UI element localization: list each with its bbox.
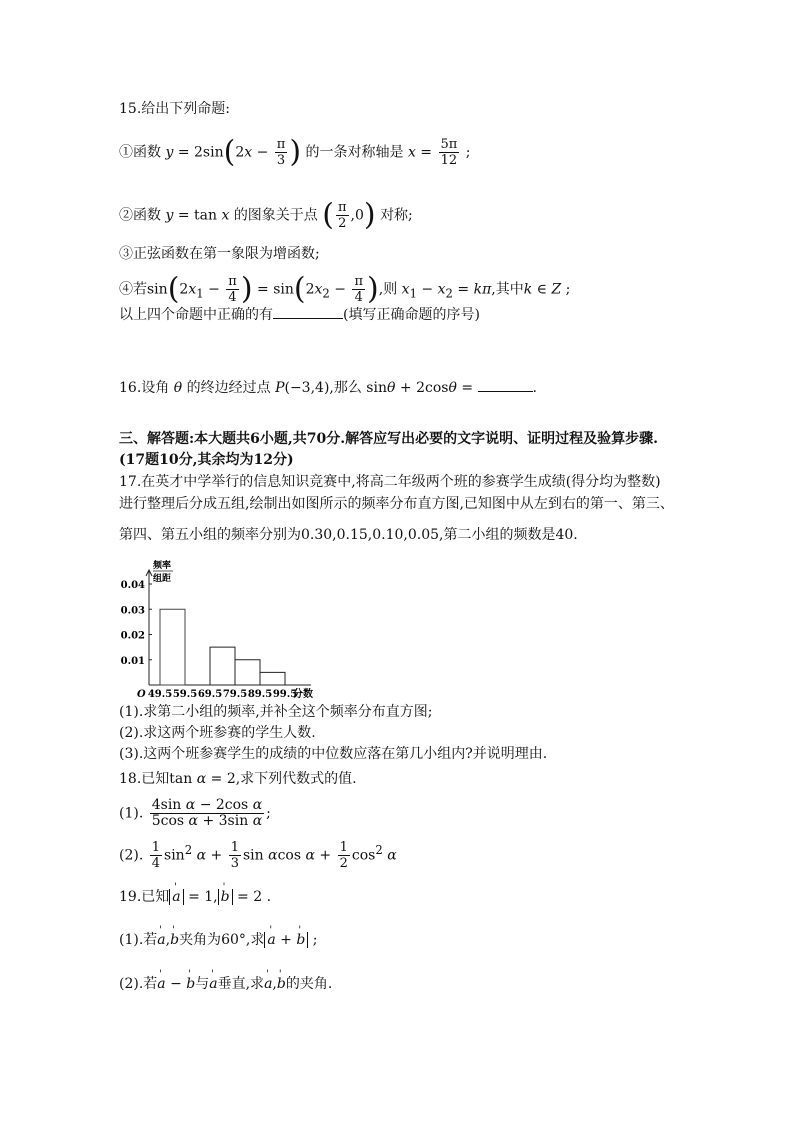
q19-title-prefix: 19.已知 bbox=[119, 889, 170, 905]
q18-sub1: (1). $\frac{\text{4sin α − 2cos α}}{\text{5cos α + 3sin α}}$ ; bbox=[119, 797, 271, 829]
q19-sub1-end: ; bbox=[312, 932, 318, 948]
q17-sub3: (3).这两个班参赛学生的成绩的中位数应落在第几小组内?并说明理由. bbox=[119, 746, 548, 762]
q15-item2-suffix: 对称; bbox=[380, 207, 413, 224]
q18-title-prefix: 18.已知 bbox=[119, 771, 170, 787]
q15-title: 15.给出下列命题: bbox=[119, 101, 230, 117]
q15-item1-suffix: ; bbox=[465, 144, 471, 161]
q15-conclusion-prefix: 以上四个命题中正确的有 bbox=[119, 307, 273, 323]
y-tick-label: 0.04 bbox=[120, 580, 145, 591]
q19-sub1: (1).若' a,' b夹角为60°,求' a + ' b ; bbox=[119, 931, 317, 949]
x-axis-label: 分数 bbox=[293, 689, 313, 700]
q17-line1: 17.在英才中学举行的信息知识竞赛中,将高二年级两个班的参赛学生成绩(得分均为整数) bbox=[119, 474, 661, 490]
answer-blank[interactable] bbox=[478, 391, 533, 392]
q17-line3: 第四、第五小组的频率分别为0.30,0.15,0.10,0.05,第二小组的频数是40. bbox=[119, 527, 578, 543]
q15-conclusion-suffix: (填写正确命题的序号) bbox=[343, 307, 480, 323]
x-tick-label: 59.5 bbox=[172, 689, 198, 700]
q18-title-suffix: ,求下列代数式的值. bbox=[235, 771, 357, 787]
q19-sub1-mid2: ,求 bbox=[245, 932, 265, 948]
q18-title: 18.已知tan α = 2,求下列代数式的值. bbox=[119, 771, 357, 787]
x-tick-label: 99.5 bbox=[272, 689, 298, 700]
q16-prefix: 16.设角 bbox=[119, 380, 170, 396]
q19-sub1-mid: 夹角为 bbox=[179, 932, 222, 948]
q15-item4-mid: ,则 bbox=[378, 281, 398, 298]
histogram-bar bbox=[210, 647, 235, 685]
q18-sub2: (2). $\frac{1}{4}$ $\sin^2 \alpha$ + $\frac{1}{3}$ sin αcos α + $\frac{1}{2}$ $\cos^2 \alpha$ bbox=[119, 840, 397, 871]
section3-subheading: (17题10分,其余均为12分) bbox=[119, 452, 294, 468]
y-tick-label: 0.01 bbox=[120, 655, 145, 667]
q15-item2-mid: 的图象关于点 bbox=[233, 207, 318, 224]
q15-conclusion bbox=[119, 306, 480, 324]
q19-sub1-label: (1).若 bbox=[119, 932, 158, 948]
q15-item2: ②函数 y = tan x 的图象关于点 ( $\frac{\pi}{2}$ ,0) 对称; bbox=[119, 197, 413, 233]
q15-item1-prefix: ①函数 bbox=[119, 144, 161, 161]
q15-item1: ①函数 y = 2sin(2x − $\frac{\pi}{3}$ ) 的一条对称轴是 x = $\frac{5\pi}{12}$ ; bbox=[119, 134, 471, 170]
y-axis-label-bottom: 组距 bbox=[153, 574, 172, 584]
origin-label: O bbox=[137, 689, 146, 700]
q15-item1-mid: 的一条对称轴是 bbox=[305, 144, 404, 161]
q16-suffix: . bbox=[532, 380, 537, 396]
q19-sub2-mid: 与 bbox=[195, 976, 210, 992]
x-tick-label: 69.5 bbox=[197, 689, 223, 700]
q18-sub1-label: (1). bbox=[119, 805, 144, 822]
q18-sub2-label: (2). bbox=[119, 847, 144, 864]
q15-item2-prefix: ②函数 bbox=[119, 207, 161, 224]
q16-mid: 的终边经过点 bbox=[186, 380, 271, 396]
q19-sub2-end: 的夹角. bbox=[285, 976, 333, 992]
q15-item3: ③正弦函数在第一象限为增函数; bbox=[119, 246, 320, 262]
q15-item4: ④若$\sin(2x_1$ − $\frac{\pi}{4}$ ) = $\sin(2x_2$ − $\frac{\pi}{4}$ ),则 $x_1 - x_2 = k\pi$,其中k ∈ Z ; bbox=[119, 271, 571, 307]
q19-sub2-mid2: 垂直,求 bbox=[217, 976, 265, 992]
y-axis-label-top: 频率 bbox=[153, 561, 172, 571]
q16-mid2: ,那么 bbox=[329, 380, 362, 396]
q19-title: 19.已知' a = 1,' b = 2 . bbox=[119, 888, 271, 906]
frequency-histogram bbox=[115, 558, 345, 700]
answer-blank[interactable] bbox=[273, 318, 343, 319]
q17-sub1: (1).求第二小组的频率,并补全这个频率分布直方图; bbox=[119, 704, 433, 720]
q17-sub2: (2).求这两个班参赛的学生人数. bbox=[119, 725, 316, 741]
q15-item4-end: ; bbox=[565, 281, 571, 298]
q15-item4-prefix: ④若 bbox=[119, 281, 147, 298]
y-tick-label: 0.02 bbox=[120, 630, 145, 642]
q19-sub2: (2).若' a − ' b与' a垂直,求' a,' b的夹角. bbox=[119, 975, 332, 993]
histogram-bar bbox=[160, 609, 185, 685]
x-tick-label: 79.5 bbox=[222, 689, 248, 700]
histogram-bar bbox=[235, 660, 260, 685]
x-tick-label: 49.5 bbox=[147, 689, 173, 700]
histogram-bar bbox=[260, 672, 285, 685]
y-tick-label: 0.03 bbox=[120, 605, 145, 617]
section3-heading: 三、解答题:本大题共6小题,共70分.解答应写出必要的文字说明、证明过程及验算步骤. bbox=[119, 431, 659, 447]
q19-sub2-label: (2).若 bbox=[119, 976, 158, 992]
q17-line2: 进行整理后分成五组,绘制出如图所示的频率分布直方图,已知图中从左到右的第一、第三、 bbox=[119, 496, 674, 512]
x-tick-label: 89.5 bbox=[247, 689, 273, 700]
q15-item4-suffix: ,其中 bbox=[491, 281, 524, 298]
q16: 16.设角 θ 的终边经过点 P(−3,4),那么 sinθ + 2cosθ = . bbox=[119, 380, 537, 396]
